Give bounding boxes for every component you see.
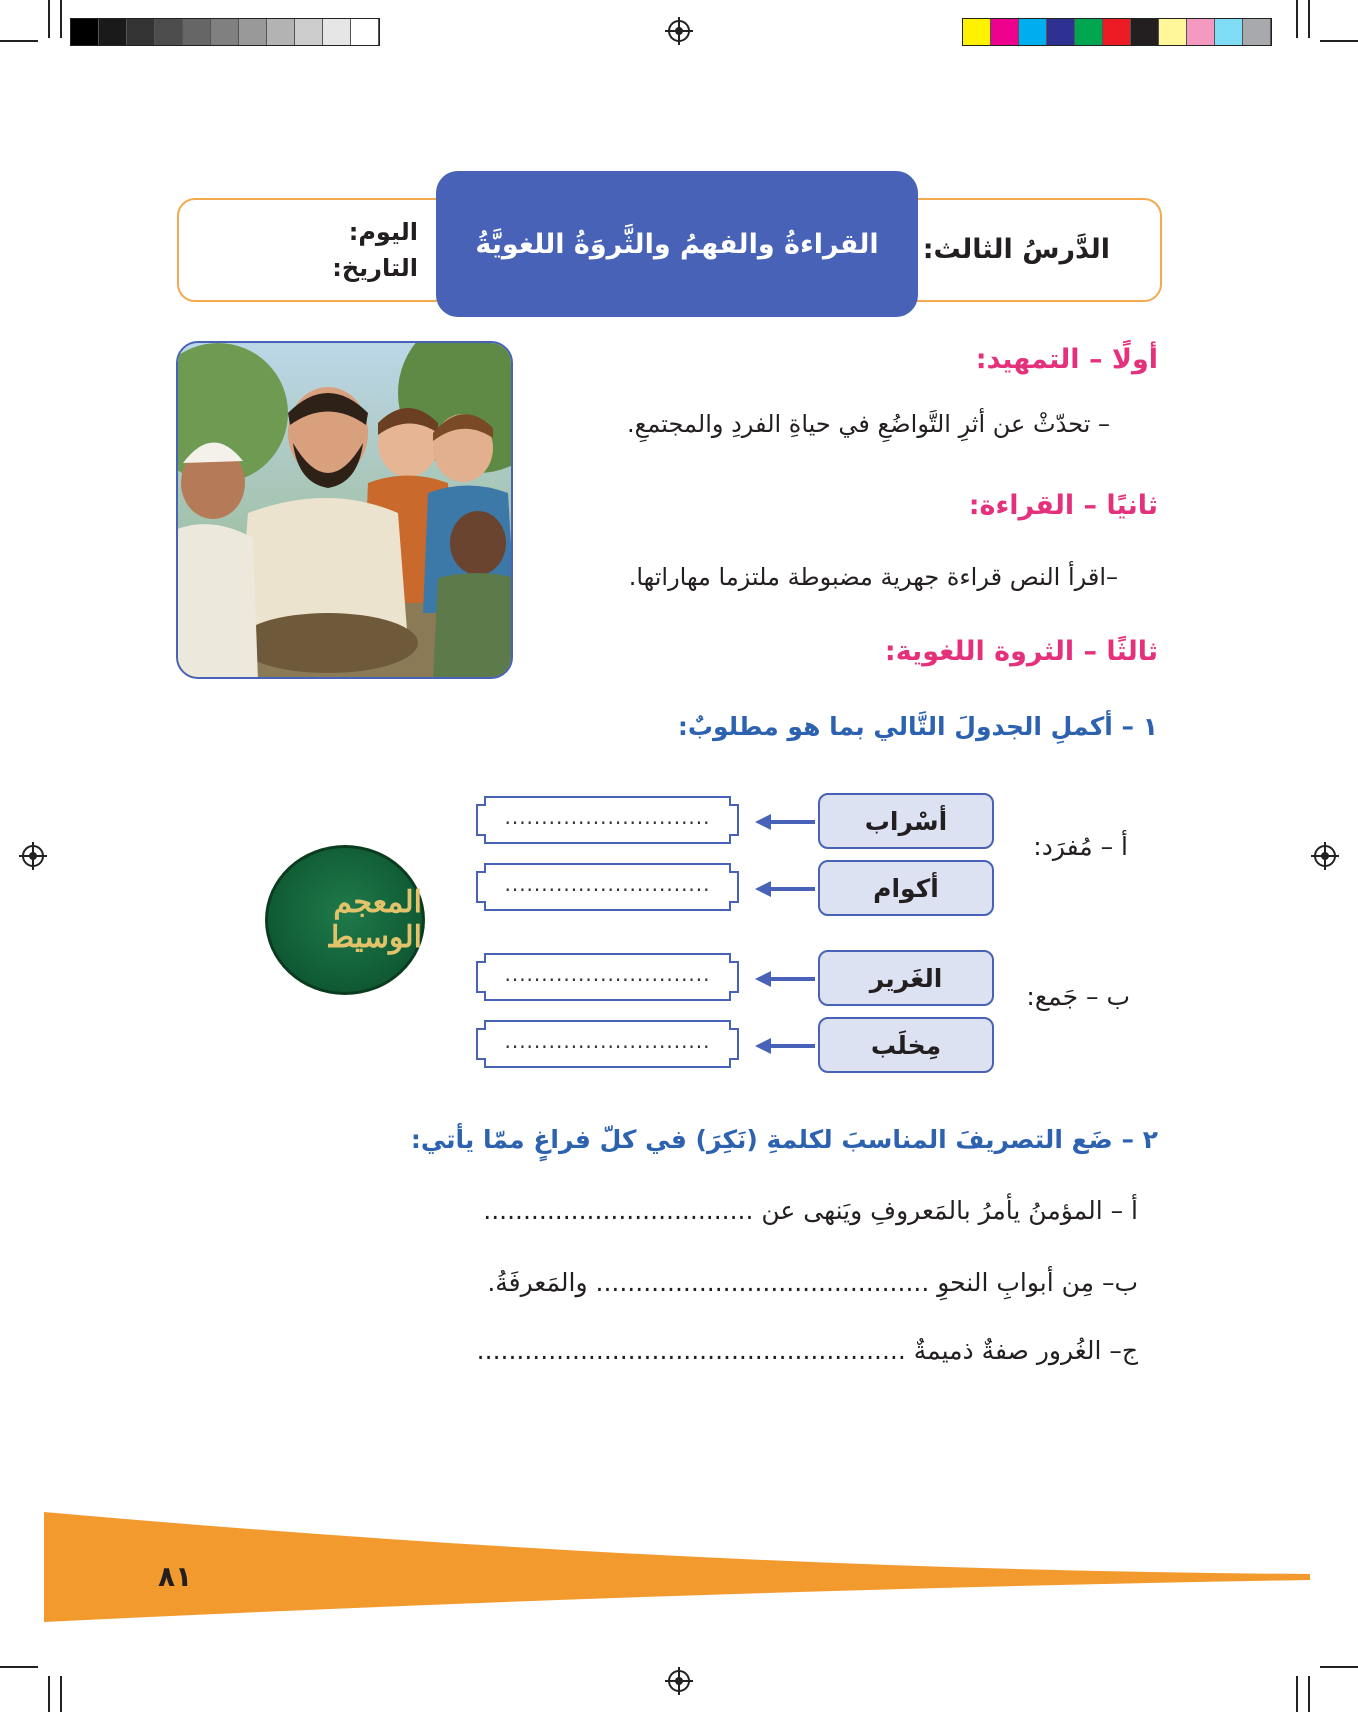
arrow-left-icon	[755, 812, 815, 832]
plural-row-label: ب – جَمع:	[1026, 982, 1130, 1011]
registration-mark-icon	[668, 20, 690, 42]
vocab-word-box	[818, 1017, 994, 1073]
grayscale-calibration-strip	[70, 18, 380, 46]
calibration-swatch	[1131, 19, 1159, 45]
dictionary-seal-logo	[265, 845, 425, 995]
registration-mark-icon	[1314, 845, 1336, 867]
registration-mark-icon	[668, 1670, 690, 1692]
answer-dots: ............................	[504, 962, 711, 986]
calibration-swatch	[351, 19, 379, 45]
crop-mark	[1320, 40, 1358, 42]
crop-mark	[1296, 1676, 1298, 1712]
calibration-swatch	[1019, 19, 1047, 45]
vocab-word-box	[818, 860, 994, 916]
answer-dots: ............................	[504, 1029, 711, 1053]
answer-blank-box[interactable]	[475, 1019, 740, 1069]
calibration-swatch	[1187, 19, 1215, 45]
answer-blank-box[interactable]	[475, 795, 740, 845]
crop-mark	[60, 1676, 62, 1712]
reading-heading: ثانيًا – القراءة:	[968, 490, 1158, 521]
fill-in-sentence: ب– مِن أبوابِ النحوِ .......................................... والمَعرفَةُ.	[487, 1268, 1138, 1297]
answer-blank-box[interactable]	[475, 952, 740, 1002]
vocab-word: أسْراب	[864, 806, 948, 836]
intro-instruction: – تحدّثْ عن أثرِ التَّواضُعِ في حياةِ الفردِ والمجتمعِ.	[627, 410, 1110, 438]
calibration-swatch	[211, 19, 239, 45]
fill-in-sentence: ج– الغُرور صفةٌ ذميمةٌ ......................................................	[476, 1336, 1138, 1365]
calibration-swatch	[991, 19, 1019, 45]
reading-instruction: –اقرأ النص قراءة جهرية مضبوطة ملتزما مهاراتها.	[628, 563, 1118, 591]
crop-mark	[1296, 0, 1298, 38]
calibration-swatch	[1159, 19, 1187, 45]
arrow-left-icon	[755, 969, 815, 989]
calibration-swatch	[295, 19, 323, 45]
calibration-swatch	[99, 19, 127, 45]
question-1-heading: ١ – أكملِ الجدولَ التَّالي بما هو مطلوبٌ:	[677, 712, 1158, 741]
crop-mark	[48, 1676, 50, 1712]
calibration-swatch	[155, 19, 183, 45]
calibration-swatch	[963, 19, 991, 45]
intro-heading: أولًا – التمهيد:	[975, 344, 1158, 375]
registration-mark-icon	[22, 845, 44, 867]
singular-row-label: أ – مُفرَد:	[1033, 832, 1128, 861]
vocab-word: الغَرير	[869, 963, 943, 993]
vocab-word: أكوام	[873, 873, 939, 903]
answer-blank-box[interactable]	[475, 862, 740, 912]
lesson-number-label: الدَّرسُ الثالث:	[922, 234, 1110, 265]
vocab-word-box	[818, 793, 994, 849]
lesson-illustration	[176, 341, 513, 679]
people-talking-illustration	[178, 343, 513, 679]
page-number: ٨١	[158, 1560, 193, 1593]
crop-mark	[1308, 0, 1310, 38]
calibration-swatch	[1075, 19, 1103, 45]
crop-mark	[48, 0, 50, 38]
question-2-heading: ٢ – ضَع التصريفَ المناسبَ لكلمةِ (نَكِرَ) في كلّ فراغٍ ممّا يأتي:	[410, 1125, 1158, 1154]
calibration-swatch	[323, 19, 351, 45]
crop-mark	[1308, 1676, 1310, 1712]
crop-mark	[0, 1666, 38, 1668]
crop-mark	[0, 40, 38, 42]
day-label: اليوم:	[348, 218, 418, 246]
calibration-swatch	[1103, 19, 1131, 45]
answer-dots: ............................	[504, 805, 711, 829]
footer-orange-band	[0, 1490, 1358, 1630]
calibration-swatch	[1243, 19, 1271, 45]
lesson-title-banner	[436, 171, 918, 317]
calibration-swatch	[267, 19, 295, 45]
calibration-swatch	[239, 19, 267, 45]
vocabulary-heading: ثالثًا – الثروة اللغوية:	[884, 636, 1158, 667]
vocab-word: مِخلَب	[870, 1030, 942, 1060]
arrow-left-icon	[755, 879, 815, 899]
day-date-fields	[332, 214, 418, 286]
answer-dots: ............................	[504, 872, 711, 896]
lesson-title: القراءةُ والفهمُ والثَّروَةُ اللغويَّةُ	[475, 228, 879, 260]
fill-in-sentence: أ – المؤمنُ يأمرُ بالمَعروفِ ويَنهى عن ..................................	[483, 1196, 1138, 1225]
calibration-swatch	[1215, 19, 1243, 45]
dictionary-seal-text: المعجم الوسيط	[326, 885, 422, 955]
arrow-left-icon	[755, 1036, 815, 1056]
crop-mark	[1320, 1666, 1358, 1668]
calibration-swatch	[183, 19, 211, 45]
color-calibration-strip	[962, 18, 1272, 46]
vocab-word-box	[818, 950, 994, 1006]
calibration-swatch	[71, 19, 99, 45]
crop-mark	[60, 0, 62, 38]
date-label: التاريخ:	[332, 254, 418, 282]
calibration-swatch	[1047, 19, 1075, 45]
calibration-swatch	[127, 19, 155, 45]
